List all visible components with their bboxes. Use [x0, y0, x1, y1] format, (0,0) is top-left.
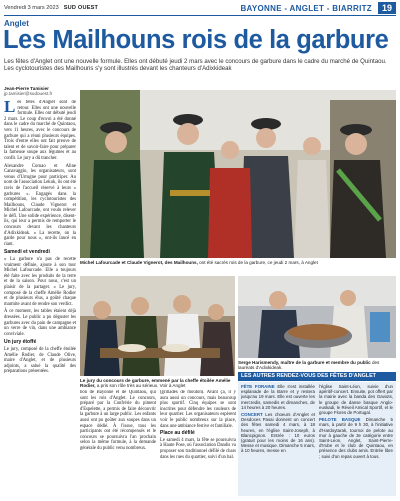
main-photo-caption: Michel Lafourcade et Claude Vignerot, des Mailhouns, ont été sacrés rois de la garbure, ce jeudi 2 mars, à Anglet	[80, 260, 318, 265]
sidebar-item: l'église Saint-Léon, suivie d'un apéritif-concert. Ensuite, pot offert par la mairie avec la banda des Gaviots, le groupe de danse basque Anglo-euskadi, le Réveil Amical Sportif, et le groupe Flores de Portugal.	[319, 384, 393, 416]
sidebar-item: PELOTE BASQUE Dimanche 5 mars, à partir de 9 h 30, à l'initiative d'Hardoytarak, tournoi de pelote au mur à gauche de 3e catégorie entre Saint-Léon, Anglet, Saint-Pierre-d'Irube et le club de Quintaou, en présence des clubs amis. Entrée libre ; suivi d'un repas ouvert à tous.	[319, 417, 393, 459]
issue-date: Vendredi 3 mars 2023	[4, 5, 59, 11]
article-column-1	[4, 100, 76, 496]
main-photo	[80, 90, 396, 258]
paragraph: (grillades de mouton). Avant ça, il y aura aussi un concours, mais beaucoup plus sportif. Cinq équipes se sont inscrites pour défendre les couleurs de leur quartier. Les organisateurs espèrent voir le public nombreux sur la place, dans une ambiance festive et familiale.	[160, 390, 236, 429]
author-email: jp.tamisier@sudouest.fr	[4, 91, 53, 97]
article-column-2	[80, 390, 156, 496]
header-rule	[4, 15, 396, 16]
garbure-photo	[238, 276, 396, 358]
paragraph: bon de Bayonne et de Quintaou, qui sont les rois d'Anglet. Le concours, préparé par la Confrérie du piment d'Espelette, a permis de faire découvrir la garbure à un large public. Les enfants aussi ont pu goûter aux soupes dans un espace dédié. À l'issue, tous les participants ont été récompensés et le concours se poursuivra l'an prochain selon la même formule, à la demande générale du public venu nombreux.	[80, 390, 156, 451]
article-lead: Les fêtes d'Anglet ont une nouvelle formule. Elles ont débuté jeudi 2 mars avec le concours de garbure dans le cadre du marché de Quintaou. Les cyclotouristes des Mailhouns s'y sont illustrés devant les chanteurs d'Adixkideak	[4, 58, 387, 73]
jury-photo-caption: Le jury du concours de garbure, emmené par la cheffe étoilée Amélie Rodier, a pris son rôle très au sérieux. Voir à Anglet	[80, 378, 231, 389]
subheading: Un jury étoffé	[4, 339, 37, 346]
dropcap: L	[4, 100, 16, 116]
article-column-3	[160, 390, 236, 496]
paragraph: Les fêtes d'Anglet sont de retour. Elles ont une nouvelle formule. Elles ont débuté jeudi 2 mars. Le coup d'envoi a été donné dans le cadre du marché de Quintaou, vers 11 heures, avec le concours de garbure qui a réuni plusieurs équipes. Trois d'entre elles ont fait preuve de talent et de savoir-faire pour préparer la fameuse soupe aux légumes et au confit. Le jury a dû trancher.	[4, 100, 76, 161]
paragraph: « La garbure n'a pas de recette vraiment définie, ajoute à son tour Michel Lafourcade. Elle a toujours été faite avec les produits de la terre et de la saison. Pour nous, c'est un plaisir de la partager. » Le jury, composé de la cheffe Amélie Rodier et de plusieurs élus, a goûté chaque marmite avant de rendre son verdict.	[4, 257, 76, 307]
byline	[4, 86, 76, 97]
paragraph: À ce moment, les tables étaient déjà dressées. Le public a pu déguster les garbures avec du pain de campagne et un verre de vin, dans une ambiance conviviale.	[4, 309, 76, 337]
article-kicker: Anglet	[4, 19, 29, 28]
paragraph: Le jury, composé de la cheffe étoilée Amélie Rodier, de Claude Olive, maire d'Anglet, et de plusieurs adjoints, a salué la qualité des préparations présentées.	[4, 346, 76, 375]
sidebar-item: FÊTE FORAINE Elle s'est installée esplanade de la Barre et y restera jusqu'au 19 mars. Elle est ouverte les mercredis, samedis et dimanches, de 14 heures à 20 heures.	[241, 384, 315, 410]
article-headline: Les Mailhouns rois de la garbure	[3, 26, 389, 54]
sidebar-box	[238, 382, 396, 496]
region-label: BAYONNE - ANGLET - BIARRITZ	[240, 3, 372, 13]
page-header	[4, 2, 396, 14]
author-name: Jean-Pierre Tamisier	[4, 86, 49, 91]
sidebar-column-1	[241, 384, 315, 494]
subheading: Place au défilé	[160, 430, 195, 437]
subheading: Samedi et vendredi	[4, 249, 50, 256]
sidebar-item: CONCERT Les choeurs d'Anglet et Desdoces Pasai donnent un concert des fêtes samedi 4 mars, à 18 heures, en l'église Saint-Joseph, à Blancpignon. Entrée : 10 euros (gratuit pour les moins de 16 ans). Messe et musique. Dimanche 5 mars, à 10 heures, messe en	[241, 412, 315, 454]
jury-photo	[80, 276, 235, 376]
newspaper-name: SUD OUEST	[63, 5, 99, 11]
garbure-photo-caption: Serge Harismendy, maître de la garbure et membre du public des lauréats d'Adixkideak.	[238, 360, 380, 371]
paragraph: Alexandre Cornao et Aline Canavaggio, les organisateurs, sont venus d'Urrugne pour participer. Au nom de l'association Lekuk, ils ont été ravis de l'accueil réservé à leurs « garbures ». Engagés dans la compétition, les cyclotouristes des Mailhouns, Claude Vignerot et Michel Lafourcade, ont voulu relever le défi. Une solide expérience, disent-ils, qui leur a permis de remporter le concours devant les chanteurs d'Adixkideak. « La recette, on la garde pour nous », ont-ils lancé en riant.	[4, 163, 76, 247]
page-number: 19	[378, 2, 396, 14]
paragraph: Le samedi 4 mars, la fête se poursuivra à Haute Pose, où l'association Dandis va proposer son traditionnel défilé de chars dans les rues du quartier, suivi d'un bal.	[160, 437, 236, 460]
sidebar-column-2	[319, 384, 393, 494]
sidebar-title: LES AUTRES RENDEZ-VOUS DES FÊTES D'ANGLET	[238, 372, 396, 381]
